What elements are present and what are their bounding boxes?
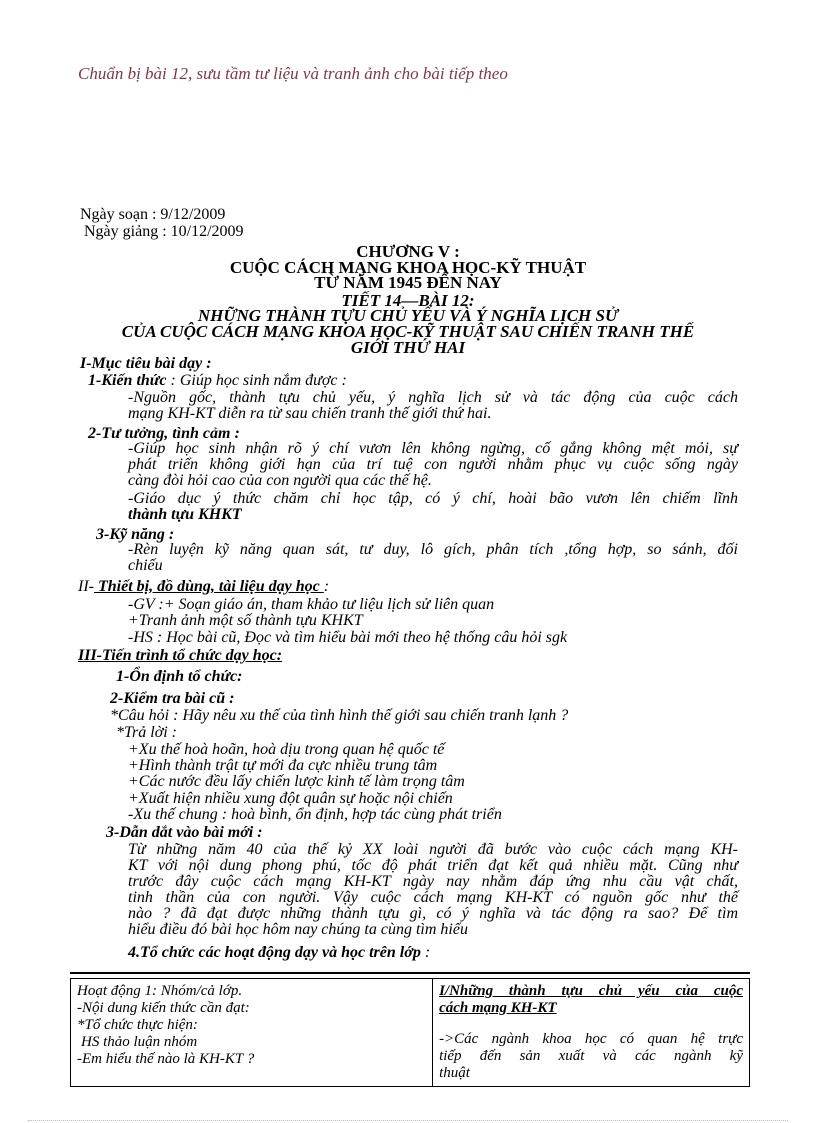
section-2-suffix: : [323, 578, 330, 595]
page-bottom-divider [28, 1120, 788, 1121]
activity-line-4: HS thảo luận nhóm [81, 1034, 198, 1050]
thought-text-1 [128, 441, 738, 489]
text-line: tinh thần của con người. Vậy cuộc cách mạng KH-KT có nguồn gốc như thế [128, 889, 738, 906]
lesson-title-line-1: NHỮNG THÀNH TỰU CHỦ YẾU VÀ Ý NGHĨA LỊCH SỬ [197, 306, 619, 325]
text-line-bold: thành tựu KHKT [128, 506, 242, 523]
skill-label: 3-Kỹ năng : [96, 526, 175, 543]
text-line: -Giáo dục ý thức chăm chỉ học tập, có ý chí, hoài bão vươn lên chiếm lĩnh [128, 490, 738, 507]
activity-group: Nhóm [160, 983, 197, 999]
answer-line: +Xu thế hoà hoãn, hoà dịu trong quan hệ quốc tế [128, 741, 445, 758]
text-line: phát triển không giới hạn của trí tuệ con người nhằm phục vụ cuộc sống ngày [128, 456, 738, 473]
skill-text [128, 542, 738, 574]
text-line: chiếu [128, 557, 163, 574]
knowledge-intro: : Giúp học sinh nắm được : [166, 372, 347, 389]
achievement-text-3: thuật [439, 1065, 470, 1081]
review-question: *Câu hỏi : Hãy nêu xu thế của tình hình thế giới sau chiến tranh lạnh ? [110, 707, 569, 724]
text-line: nào ? đã đạt được những thành tựu gì, có ý nghĩa và tác động ra sao? Để tìm [128, 905, 738, 922]
answer-line: +Các nước đều lấy chiến lược kinh tế làm trọng tâm [128, 773, 465, 790]
activity-class: /cả lớp. [196, 983, 243, 999]
text-line: -Nguồn gốc, thành tựu chủ yếu, ý nghĩa lịch sử và tác động của cuộc cách [128, 389, 738, 406]
answer-line: +Hình thành trật tự mới đa cực nhiều trung tâm [128, 757, 438, 774]
section-2-heading [78, 578, 329, 596]
activity-line-2: -Nội dung kiến thức cần đạt: [77, 1000, 250, 1016]
achievement-title-2: cách mạng KH-KT [439, 1000, 557, 1016]
table-row [71, 979, 750, 1087]
knowledge-label: 1-Kiến thức [88, 372, 167, 389]
step-3: 3-Dẫn dắt vào bài mới : [106, 824, 263, 841]
step-1: 1-Ổn định tổ chức: [116, 668, 243, 685]
achievement-text-1: ->Các ngành khoa học có quan hệ trực [439, 1031, 743, 1047]
activity-label: Hoạt động 1: [77, 983, 161, 999]
text-line: -Giúp học sinh nhận rõ ý chí vươn lên không ngừng, cố gắng không mệt mỏi, sự [128, 440, 738, 457]
section-2-prefix: II- [78, 578, 94, 595]
lesson-title-line-3: GIỚI THỨ HAI [350, 338, 466, 357]
chapter-heading: CHƯƠNG V : [356, 242, 460, 261]
answer-line: -Xu thế chung : hoà bình, ổn định, hợp tác cùng phát triển [128, 806, 502, 823]
knowledge-row [88, 372, 347, 390]
chapter-title-line-1: CUỘC CÁCH MẠNG KHOA HỌC-KỸ THUẬT [229, 258, 587, 277]
activity-line-3: *Tổ chức thực hiện: [77, 1017, 198, 1033]
section-1-title: I-Mục tiêu bài dạy : [80, 355, 212, 372]
section-3-title: III-Tiến trình tổ chức dạy học: [78, 647, 283, 664]
text-line: càng đòi hỏi cao của con người qua các thế hệ. [128, 472, 432, 489]
text-line: hiểu điều đó bài học hôm nay chúng ta cùng tìm hiểu [128, 921, 468, 938]
equipment-line-1: -GV :+ Soạn giáo án, tham khảo tư liệu lịch sử liên quan [128, 596, 495, 613]
equipment-line-3: -HS : Học bài cũ, Đọc và tìm hiểu bài mới theo hệ thống câu hỏi sgk [128, 629, 568, 646]
step-4: 4.Tổ chức các hoạt động dạy và học trên lớp [128, 944, 421, 961]
lesson-title-line-2: CỦA CUỘC CÁCH MẠNG KHOA HỌC-KỸ THUẬT SAU CHIẾN TRANH THẾ [121, 322, 695, 341]
section-2-title: Thiết bị, đồ dùng, tài liệu dạy học [93, 578, 324, 595]
chapter-title-line-2: TỪ NĂM 1945 ĐẾN NAY [314, 273, 502, 292]
achievement-title-1: I/Những thành tựu chủ yếu của cuộc [439, 983, 743, 999]
equipment-line-2: +Tranh ảnh một số thành tựu KHKT [128, 612, 363, 629]
activity-cell-left [71, 979, 433, 1087]
prepare-date: Ngày soạn : 9/12/2009 [80, 206, 226, 223]
activity-line-1 [77, 983, 426, 1000]
text-line: Từ những năm 40 của thế kỷ XX loài người đã bước vào cuộc cách mạng KH- [128, 841, 738, 858]
top-note: Chuẩn bị bài 12, sưu tầm tư liệu và tranh ảnh cho bài tiếp theo [78, 64, 508, 83]
step-2: 2-Kiểm tra bài cũ : [110, 690, 235, 707]
achievement-text-2: tiếp đến sản xuất và các ngành kỹ [439, 1048, 743, 1064]
answer-line: +Xuất hiện nhiều xung đột quân sự hoặc nội chiến [128, 790, 453, 807]
step-4-suffix: : [420, 944, 431, 961]
activity-table [70, 978, 750, 1087]
text-line: trước đây cuộc cách mạng KH-KT ngày nay nhằm đáp ứng nhu cầu vật chất, [128, 873, 738, 890]
activity-cell-right [433, 979, 750, 1087]
text-line: -Rèn luyện kỹ năng quan sát, tư duy, lô gích, phân tích ,tổng hợp, so sánh, đối [128, 541, 738, 558]
step-4-row [128, 944, 430, 962]
answer-label: *Trả lời : [116, 724, 177, 741]
lesson-heading: TIẾT 14—BÀI 12: [341, 291, 475, 310]
activity-line-5: -Em hiểu thế nào là KH-KT ? [77, 1051, 255, 1067]
knowledge-text [128, 390, 738, 422]
intro-paragraph [128, 842, 738, 938]
thought-text-2 [128, 491, 738, 523]
text-line: KT với nội dung phong phú, tốc độ phát triển đạt kết quả nhiều mặt. Cũng như [128, 857, 738, 874]
spacer [439, 1017, 743, 1031]
thought-label: 2-Tư tưởng, tình cảm : [88, 425, 240, 442]
teach-date: Ngày giảng : 10/12/2009 [84, 223, 244, 240]
text-line: mạng KH-KT diễn ra từ sau chiến tranh thế giới thứ hai. [128, 405, 492, 422]
